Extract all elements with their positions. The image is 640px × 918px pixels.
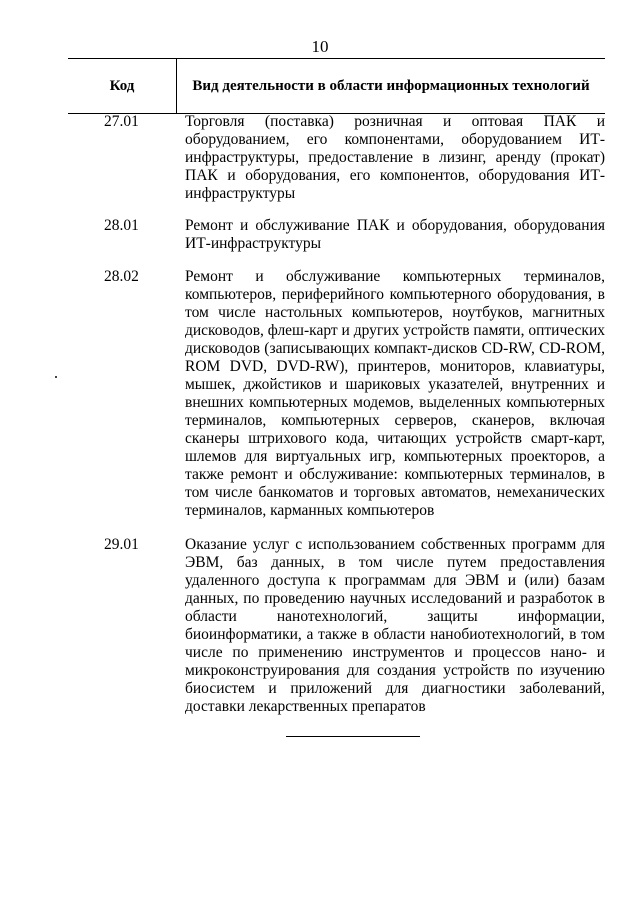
header-activity: Вид деятельности в области информационных технологий: [192, 78, 590, 94]
row-code: 27.01: [104, 113, 139, 130]
row-activity-text: Ремонт и обслуживание компьютерных терминалов, компьютеров, периферийного компьютерного оборудования, в том числе настольных компьютеров, ноутбуков, магнитных дисководов, флеш-карт и других устройств памяти, оптических дисководов (записывающих компакт-дисков CD-RW, CD-ROM, ROM DVD, DVD-RW), принтеров, мониторов, клавиатуры, мышек, джойстиков и шариковых указателей, внутренних и внешних компьютерных модемов, выделенных компьютерных терминалов, компьютерных серверов, сканеров, включая сканеры штрихового кода, читающих устройств смарт-карт, шлемов для виртуальных игр, компьютерных проекторов, а также ремонт и обслуживание: компьютерных терминалов, в том числе банкоматов и торговых автоматов, немеханических терминалов, карманных компьютеров: [185, 268, 605, 519]
header-code: Код: [109, 78, 135, 94]
page-number: 10: [311, 37, 329, 56]
table-header: [68, 58, 605, 114]
row-activity-text: Оказание услуг с использованием собственных программ для ЭВМ, баз данных, в том числе путем предоставления удаленного доступа к программам для ЭВМ и (или) базам данных, по проведению научных исследований и разработок в области нанотехнологий, защиты информации, биоинформатики, а также в области нанобиотехнологий, в том числе по применению инструментов и процессов нано- и микроконструирования для создания устройств по изучению биосистем и приложений для диагностики заболеваний, доставки лекарственных препаратов: [185, 536, 605, 715]
row-code: 28.01: [104, 217, 139, 234]
row-activity-text: Ремонт и обслуживание ПАК и оборудования, оборудования ИТ-инфраструктуры: [185, 217, 605, 252]
row-code: 29.01: [104, 536, 139, 553]
row-activity-text: Торговля (поставка) розничная и оптовая ПАК и оборудованием, его компонентами, оборудованием ИТ-инфраструктуры, предоставление в лизинг, аренду (прокат) ПАК и оборудования, его компонентов, оборудования ИТ-инфраструктуры: [185, 113, 605, 202]
scan-speck: [55, 376, 57, 378]
end-rule: [286, 736, 420, 737]
row-code: 28.02: [104, 268, 139, 285]
